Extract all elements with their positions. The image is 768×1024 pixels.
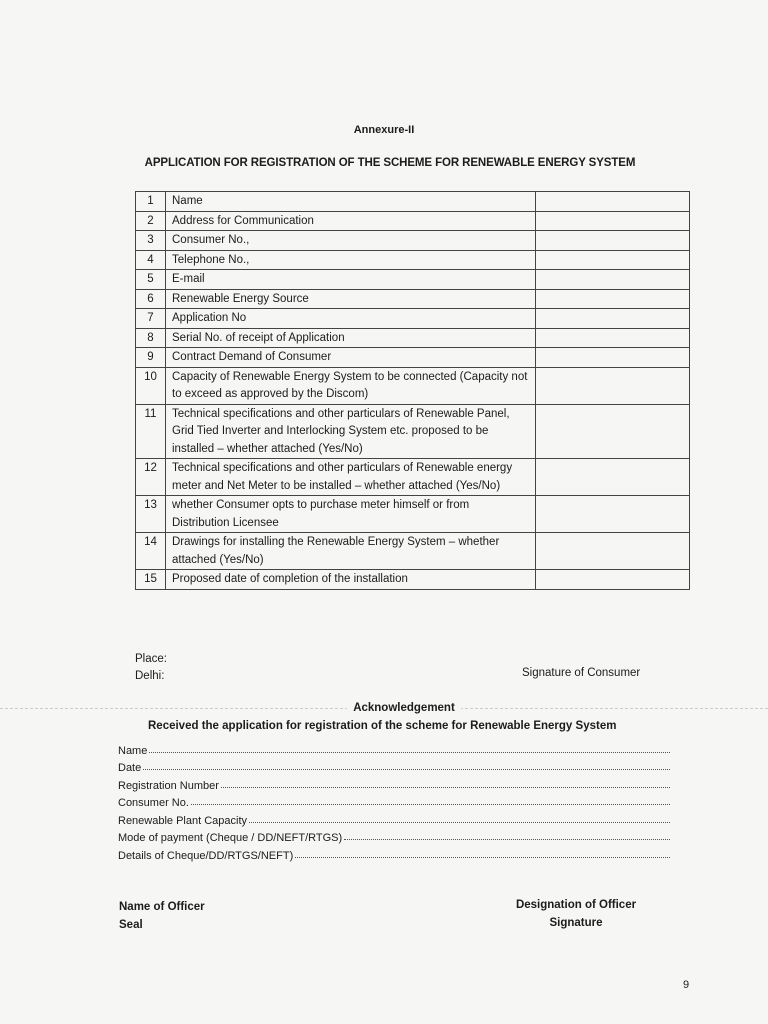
row-value-cell[interactable]	[536, 309, 690, 329]
row-label: Name	[166, 192, 536, 212]
officer-designation-label: Designation of Officer	[515, 899, 637, 911]
table-row	[136, 367, 690, 404]
dotted-line	[149, 752, 670, 753]
officer-name-label: Name of Officer	[119, 901, 205, 913]
acknowledgement-fields	[118, 739, 670, 862]
row-value-cell[interactable]	[536, 348, 690, 368]
row-number: 15	[136, 570, 166, 590]
officer-name-block	[119, 898, 205, 934]
table-row	[136, 289, 690, 309]
ack-field-registration-number[interactable]	[118, 774, 670, 792]
row-number: 13	[136, 496, 166, 533]
row-label: Capacity of Renewable Energy System to be connected (Capacity not to exceed as approved by the Discom)	[166, 367, 536, 404]
field-label: Renewable Plant Capacity	[118, 814, 248, 827]
ack-field-payment-mode[interactable]	[118, 827, 670, 845]
table-row	[136, 533, 690, 570]
row-label: Technical specifications and other particulars of Renewable energy meter and Net Meter to be installed – whether attached (Yes/No)	[166, 459, 536, 496]
row-label: Renewable Energy Source	[166, 289, 536, 309]
table-row	[136, 309, 690, 329]
row-label: Consumer No.,	[166, 231, 536, 251]
row-label: Application No	[166, 309, 536, 329]
row-value-cell[interactable]	[536, 570, 690, 590]
row-number: 1	[136, 192, 166, 212]
row-number: 8	[136, 328, 166, 348]
row-label: Drawings for installing the Renewable Energy System – whether attached (Yes/No)	[166, 533, 536, 570]
place-block	[135, 651, 167, 685]
row-number: 7	[136, 309, 166, 329]
registration-table	[135, 191, 690, 590]
signature-label: Signature	[549, 917, 603, 929]
dotted-line	[143, 769, 670, 770]
table-row	[136, 328, 690, 348]
row-value-cell[interactable]	[536, 211, 690, 231]
field-label: Name	[118, 744, 148, 757]
city-label: Delhi:	[135, 670, 165, 682]
annexure-heading: Annexure-II	[353, 124, 415, 136]
seal-label: Seal	[119, 919, 143, 931]
dotted-line	[249, 822, 670, 823]
row-value-cell[interactable]	[536, 367, 690, 404]
row-label: Proposed date of completion of the installation	[166, 570, 536, 590]
row-number: 4	[136, 250, 166, 270]
row-number: 9	[136, 348, 166, 368]
table-row	[136, 211, 690, 231]
row-value-cell[interactable]	[536, 192, 690, 212]
ack-field-name[interactable]	[118, 739, 670, 757]
row-value-cell[interactable]	[536, 533, 690, 570]
table-row	[136, 231, 690, 251]
row-value-cell[interactable]	[536, 404, 690, 459]
acknowledgement-text: Acknowledgement	[347, 702, 461, 714]
row-value-cell[interactable]	[536, 459, 690, 496]
page-number: 9	[683, 979, 690, 991]
row-number: 2	[136, 211, 166, 231]
row-number: 5	[136, 270, 166, 290]
table-row	[136, 192, 690, 212]
row-value-cell[interactable]	[536, 328, 690, 348]
field-label: Mode of payment (Cheque / DD/NEFT/RTGS)	[118, 832, 343, 844]
row-number: 14	[136, 533, 166, 570]
form-title: APPLICATION FOR REGISTRATION OF THE SCHEME FOR RENEWABLE ENERGY SYSTEM	[144, 157, 636, 169]
row-number: 6	[136, 289, 166, 309]
table-row	[136, 404, 690, 459]
ack-field-date[interactable]	[118, 757, 670, 775]
dotted-line	[344, 839, 670, 840]
acknowledgement-heading	[0, 702, 768, 714]
table-row	[136, 250, 690, 270]
field-label: Consumer No.	[118, 797, 189, 809]
dotted-line	[295, 857, 670, 858]
officer-designation-block	[510, 896, 642, 932]
dotted-line	[191, 804, 670, 805]
place-label: Place:	[135, 653, 167, 665]
consumer-signature-label: Signature of Consumer	[522, 667, 641, 679]
row-label: Contract Demand of Consumer	[166, 348, 536, 368]
row-label: Technical specifications and other particulars of Renewable Panel, Grid Tied Inverter and Interlocking System etc. proposed to be installed – whether attached (Yes/No)	[166, 404, 536, 459]
dotted-line	[221, 787, 670, 788]
table-row	[136, 459, 690, 496]
row-number: 3	[136, 231, 166, 251]
row-value-cell[interactable]	[536, 289, 690, 309]
table-row	[136, 570, 690, 590]
row-value-cell[interactable]	[536, 270, 690, 290]
received-statement: Received the application for registration of the scheme for Renewable Energy System	[148, 720, 617, 732]
row-value-cell[interactable]	[536, 231, 690, 251]
row-label: E-mail	[166, 270, 536, 290]
row-number: 10	[136, 367, 166, 404]
row-label: whether Consumer opts to purchase meter himself or from Distribution Licensee	[166, 496, 536, 533]
table-row	[136, 496, 690, 533]
ack-field-payment-details[interactable]	[118, 844, 670, 862]
row-label: Telephone No.,	[166, 250, 536, 270]
row-number: 11	[136, 404, 166, 459]
ack-field-consumer-no[interactable]	[118, 792, 670, 810]
row-label: Serial No. of receipt of Application	[166, 328, 536, 348]
field-label: Details of Cheque/DD/RTGS/NEFT)	[118, 849, 294, 862]
table-row	[136, 270, 690, 290]
row-label: Address for Communication	[166, 211, 536, 231]
field-label: Registration Number	[118, 779, 219, 792]
row-number: 12	[136, 459, 166, 496]
row-value-cell[interactable]	[536, 496, 690, 533]
ack-field-plant-capacity[interactable]	[118, 809, 670, 827]
field-label: Date	[118, 762, 142, 774]
table-row	[136, 348, 690, 368]
row-value-cell[interactable]	[536, 250, 690, 270]
